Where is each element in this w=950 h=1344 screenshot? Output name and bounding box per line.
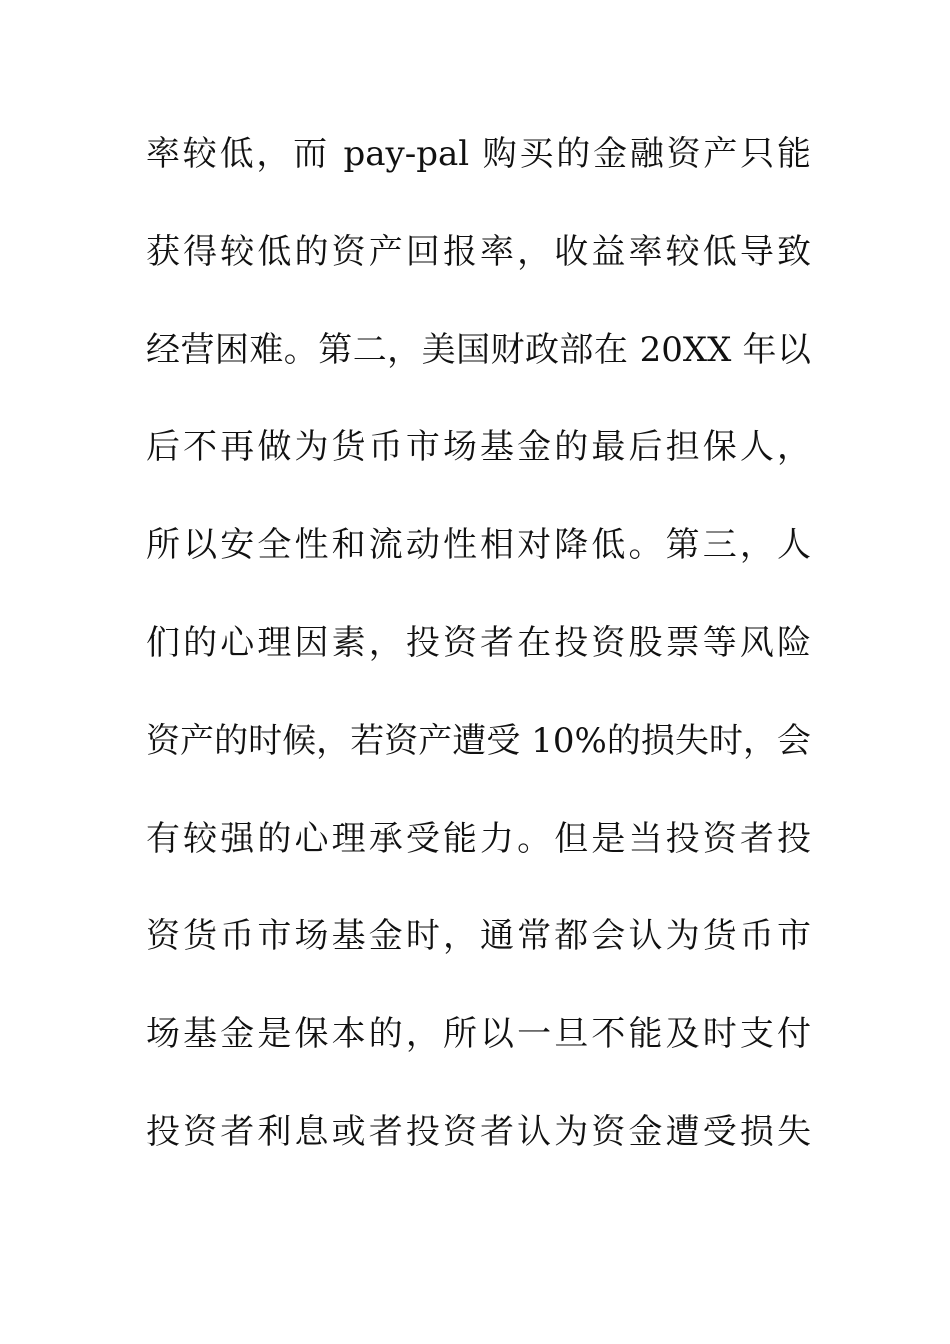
text-line-7: 资产的时候，若资产遭受 10%的损失时，会 (146, 720, 811, 761)
text-line-5: 所以安全性和流动性相对降低。第三，人 (146, 525, 811, 566)
text-line-2: 获得较低的资产回报率，收益率较低导致 (146, 231, 811, 272)
text-line-9: 资货币市场基金时，通常都会认为货币市 (146, 916, 811, 957)
text-line-10: 场基金是保本的，所以一旦不能及时支付 (146, 1014, 811, 1055)
text-line-4: 后不再做为货币市场基金的最后担保人， (146, 427, 811, 468)
text-line-8: 有较强的心理承受能力。但是当投资者投 (146, 818, 811, 859)
text-line-6: 们的心理因素，投资者在投资股票等风险 (146, 622, 811, 663)
text-line-3: 经营困难。第二，美国财政部在 20XX 年以 (146, 329, 811, 370)
body-text (146, 124, 811, 1200)
text-line-11: 投资者利息或者投资者认为资金遭受损失 (146, 1111, 811, 1152)
text-line-1: 率较低，而 pay-pal 购买的金融资产只能 (146, 134, 811, 174)
